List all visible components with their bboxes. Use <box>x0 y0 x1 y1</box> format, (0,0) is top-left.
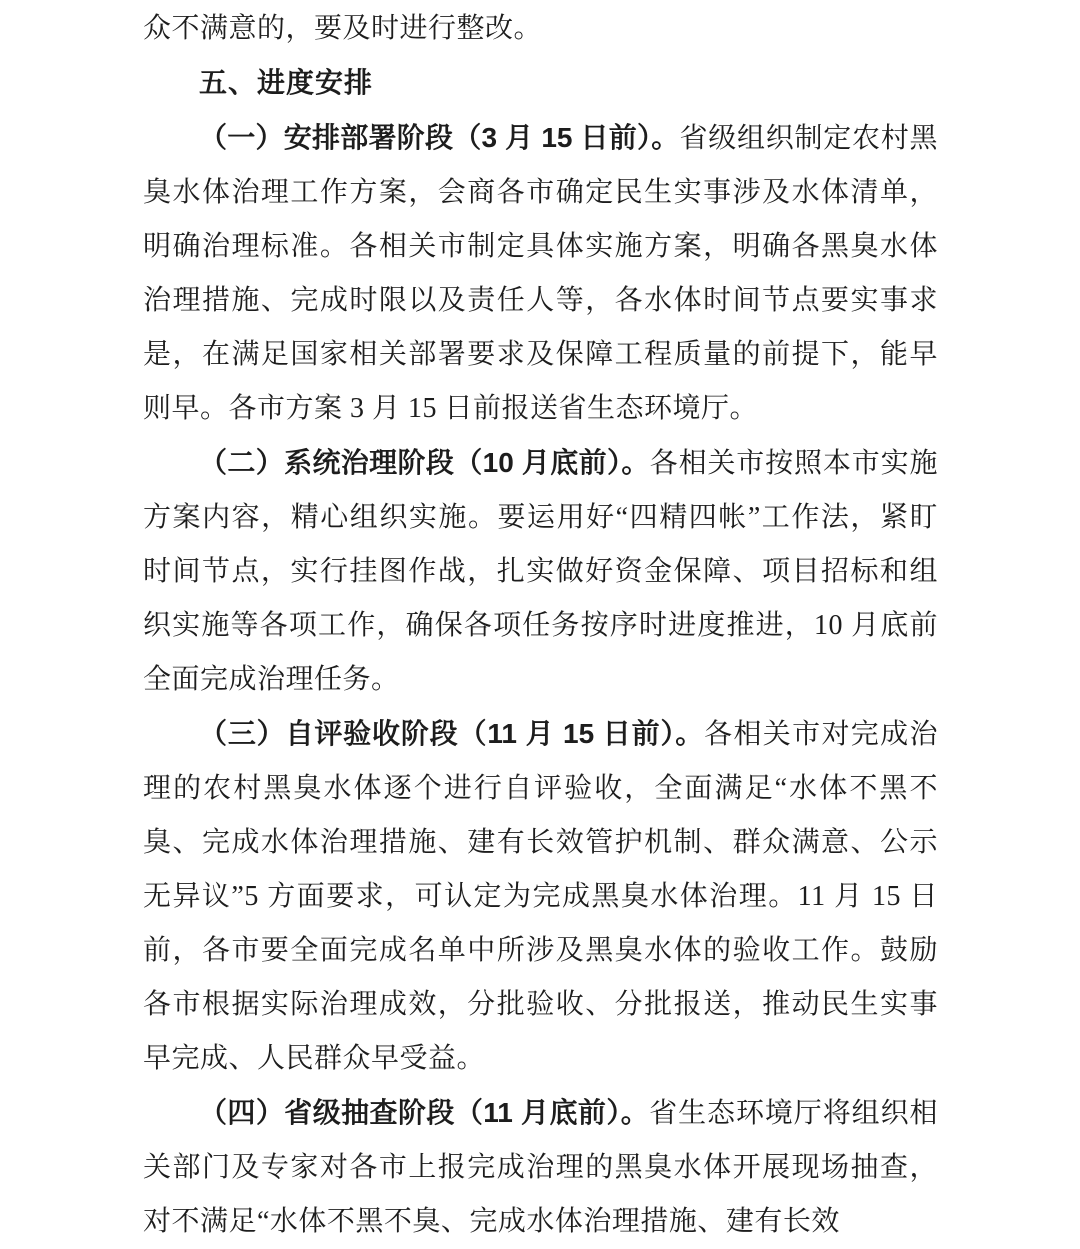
text-run: 各相关市对完成治理的农村黑臭水体逐个进行自评验收，全面满足“水体不黑不臭、完成水体治理措施、建有长效管护机制、群众满意、公示无异议”5 方面要求，可认定为完成黑臭水体治理。11 月 15 日前，各市要全面完成名单中所涉及黑臭水体的验收工作。鼓励各市根据实际治理成效，分批验收、分批报送，推动民生实事早完成、人民群众早受益。 <box>143 719 938 1074</box>
text-run: 各相关市按照本市实施方案内容，精心组织实施。要运用好“四精四帐”工作法，紧盯时间节点，实行挂图作战，扎实做好资金保障、项目招标和组织实施等各项工作，确保各项任务按序时进度推进，10 月底前全面完成治理任务。 <box>143 448 938 695</box>
paragraph-stage-2 <box>143 436 938 707</box>
paragraph-stage-4 <box>143 1086 938 1249</box>
paragraph-continuation <box>143 2 938 56</box>
paragraph-stage-1 <box>143 111 938 436</box>
text-run: 省生态环境厅将组织相关部门及专家对各市上报完成治理的黑臭水体开展现场抽查，对不满足“水体不黑不臭、完成水体治理措施、建有长效 <box>143 1098 938 1237</box>
bold-text-run: 五、进度安排 <box>199 67 374 98</box>
bold-text-run: （二）系统治理阶段（10 月底前）。 <box>199 447 650 478</box>
bold-text-run: （一）安排部署阶段（3 月 15 日前）。 <box>199 122 680 153</box>
bold-text-run: （四）省级抽查阶段（11 月底前）。 <box>199 1097 650 1128</box>
bold-text-run: （三）自评验收阶段（11 月 15 日前）。 <box>199 718 705 749</box>
text-run: 省级组织制定农村黑臭水体治理工作方案，会商各市确定民生实事涉及水体清单，明确治理标准。各相关市制定具体实施方案，明确各黑臭水体治理措施、完成时限以及责任人等，各水体时间节点要实事求是，在满足国家相关部署要求及保障工程质量的前提下，能早则早。各市方案 3 月 15 日前报送省生态环境厅。 <box>143 123 938 424</box>
document-body <box>143 2 938 1249</box>
text-run: 众不满意的，要及时进行整改。 <box>143 13 543 44</box>
section-heading <box>143 56 938 111</box>
paragraph-stage-3 <box>143 707 938 1086</box>
